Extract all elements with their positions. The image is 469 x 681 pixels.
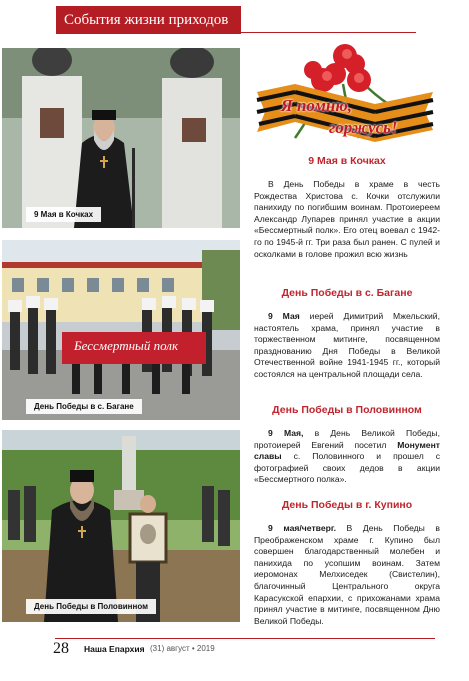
article-heading: День Победы в г. Купино xyxy=(281,499,413,511)
photo-polovinnoe-illustration xyxy=(2,430,240,622)
article-lead: 9 Мая xyxy=(268,311,300,321)
issue-info: (31) август • 2019 xyxy=(150,644,215,653)
photo-bagan xyxy=(2,240,240,420)
article-paragraph xyxy=(254,428,440,486)
photo-polovinnoe xyxy=(2,430,240,622)
article-paragraph: В День Победы в храме в честь Рождества Христова с. Кочки отслужили панихиду по погибшим воинам. Протоиереем Александр Лупарев принял участие в акции «Бессмертный полк». Его отец воевал с 1942-го по 1945-й гг. Три раза был ранен. С пулей и осколками в голове прожил всю жизнь xyxy=(254,179,440,259)
header-rule xyxy=(241,32,416,33)
article-body xyxy=(254,428,440,486)
article-body xyxy=(254,311,440,381)
article-bold-inline: Монумент славы xyxy=(254,439,440,462)
article-lead: 9 мая/четверг. xyxy=(268,523,336,533)
article-text: в День Великой Победы, протоиерей Евгений посетил xyxy=(254,428,440,450)
logo-line-1: Я помню, xyxy=(281,96,353,115)
article-body xyxy=(254,179,440,260)
article-heading: День Победы в Половинном xyxy=(272,404,422,416)
photo-caption: День Победы в с. Багане xyxy=(26,399,142,414)
article-text: с. Половинного и прошел с фотографией своих дедов в акции «Бессмертного полка». xyxy=(254,451,440,485)
article-heading: День Победы в с. Багане xyxy=(281,287,413,299)
photo-kochki-illustration xyxy=(2,48,240,228)
photo-caption: День Победы в Половинном xyxy=(26,599,156,614)
photo-bagan-illustration xyxy=(2,240,240,420)
article-text: В День Победы в Преображенском храме г. Купино был совершен благодарственный молебен и панихида по усопшим воинам. Затем иеромонах Мелхиседек (Свистелин), благочинный Центрального округа Карасукской епархии, с прихожанами храма принял участие в митинге, посвященном Дню Великой Победы. xyxy=(254,523,441,626)
photo-caption: 9 Мая в Кочках xyxy=(26,207,101,222)
banner-text: Бессмертный полк xyxy=(74,338,179,353)
article-lead: 9 Мая, xyxy=(268,428,304,438)
article-paragraph xyxy=(254,523,440,627)
article-text: иерей Димитрий Мжельский, настоятель храма, принял участие в торжественном митинге, посвященном празднованию Дня Победы в Великой Отечественной войне 1941-1945 гг., который состоялся на центральной площади села. xyxy=(254,311,440,379)
section-header-tab: События жизни приходов xyxy=(56,6,241,34)
remember-proud-logo xyxy=(255,40,435,145)
logo-line-2: горжусь! xyxy=(329,118,398,137)
page-number: 28 xyxy=(53,640,69,657)
photo-kochki xyxy=(2,48,240,228)
magazine-title: Наша Епархия xyxy=(84,644,145,654)
footer-rule xyxy=(55,638,435,639)
article-body xyxy=(254,523,440,627)
article-paragraph xyxy=(254,311,440,381)
article-heading: 9 Мая в Кочках xyxy=(308,155,386,167)
